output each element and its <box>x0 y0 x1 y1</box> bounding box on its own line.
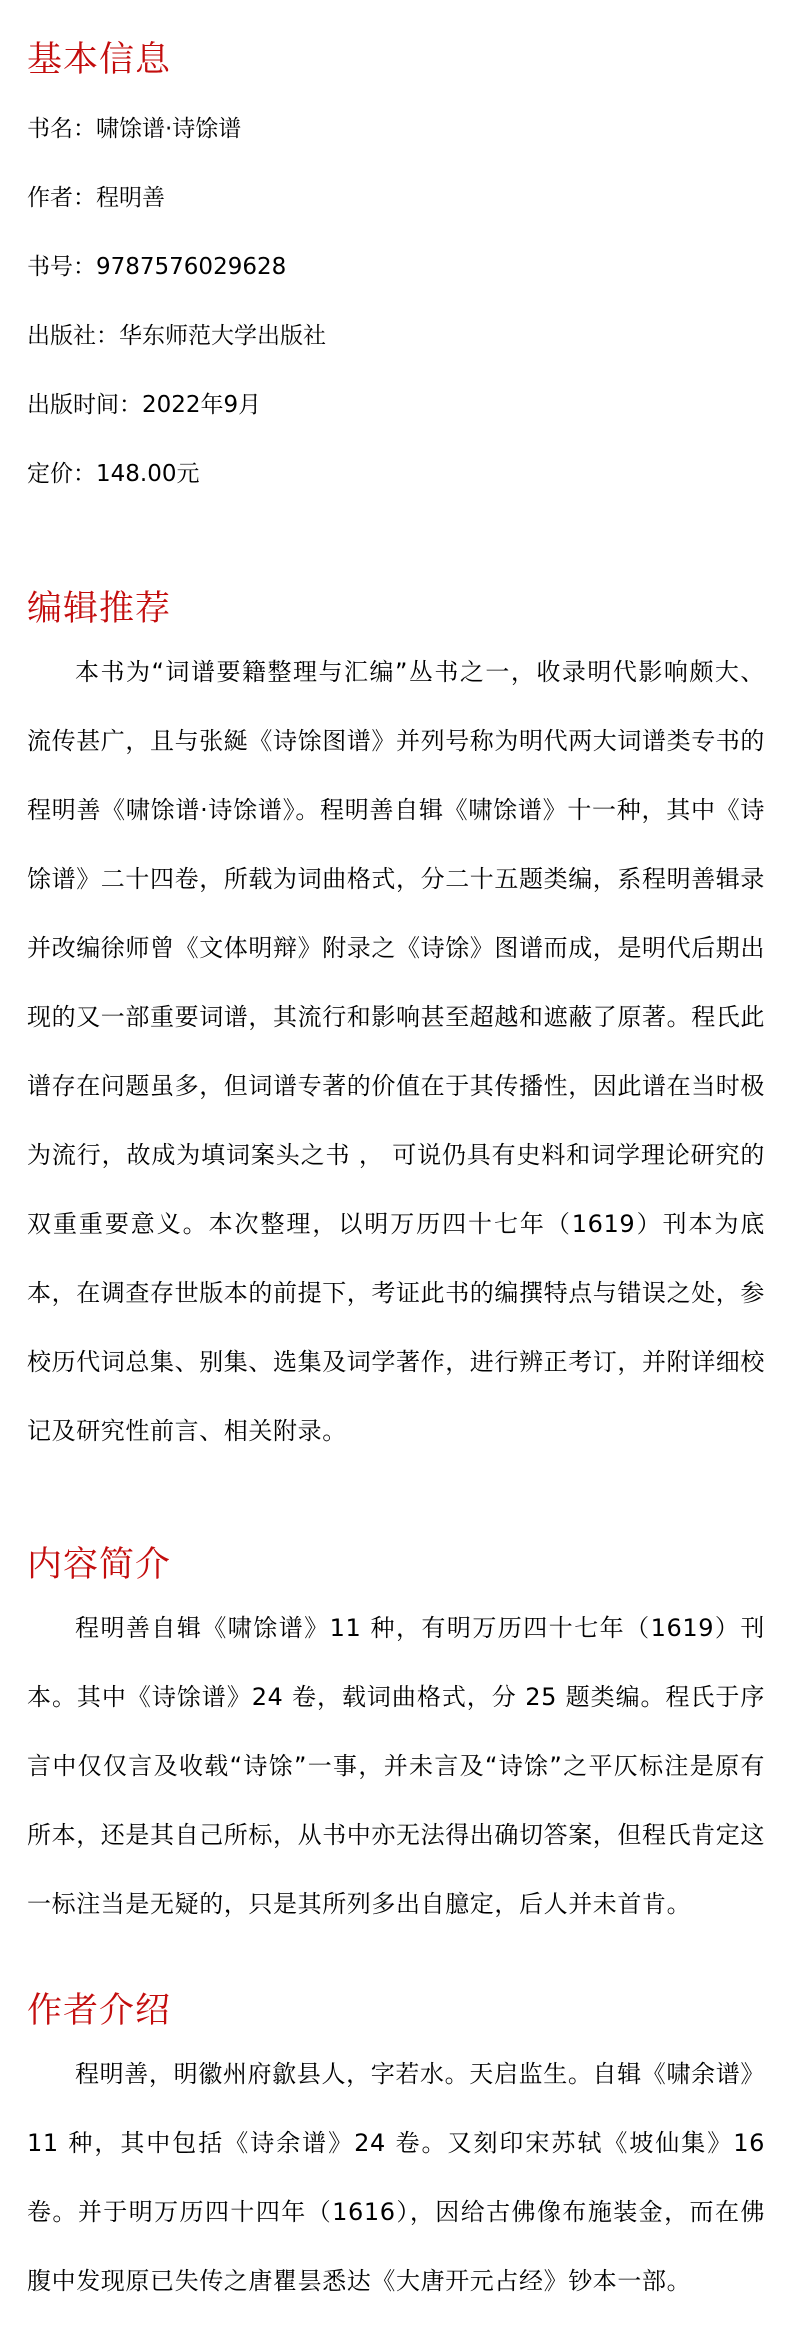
info-author: 作者：程明善 <box>27 185 165 211</box>
content-summary-text: 程明善自辑《啸馀谱》11 种，有明万历四十七年（1619）刊本。其中《诗馀谱》24 卷，载词曲格式，分 25 题类编。程氏于序言中仅仅言及收载“诗馀”一事，并未言及“诗馀”之平仄标注是原有所本，还是其自己所标，从书中亦无法得出确切答案，但程氏肯定这一标注当是无疑的，只是其所列多出自臆定，后人并未首肯。 <box>27 1614 765 1918</box>
info-price: 定价：148.00元 <box>27 461 200 487</box>
section-title-basic-info: 基本信息 <box>27 40 172 80</box>
author-intro-text: 程明善，明徽州府歙县人，字若水。天启监生。自辑《啸余谱》11 种，其中包括《诗余谱》24 卷。又刻印宋苏轼《坡仙集》16 卷。并于明万历四十四年（1616），因给古佛像布施装金，而在佛腹中发现原已失传之唐瞿昙悉达《大唐开元占经》钞本一部。 <box>27 2060 765 2295</box>
info-publisher: 出版社：华东师范大学出版社 <box>27 323 326 349</box>
section-title-editor-recommend: 编辑推荐 <box>27 589 172 629</box>
info-book-name: 书名：啸馀谱·诗馀谱 <box>27 116 242 142</box>
basic-info-list <box>27 114 326 528</box>
section-title-content-summary: 内容简介 <box>27 1545 172 1585</box>
info-publish-date: 出版时间：2022年9月 <box>27 392 262 418</box>
section-title-author-intro: 作者介绍 <box>27 1991 172 2031</box>
info-isbn: 书号：9787576029628 <box>27 254 287 280</box>
editor-recommend-text: 本书为“词谱要籍整理与汇编”丛书之一，收录明代影响颇大、流传甚广，且与张綖《诗馀图谱》并列号称为明代两大词谱类专书的程明善《啸馀谱·诗馀谱》。程明善自辑《啸馀谱》十一种，其中《诗馀谱》二十四卷，所载为词曲格式，分二十五题类编，系程明善辑录并改编徐师曾《文体明辩》附录之《诗馀》图谱而成，是明代后期出现的又一部重要词谱，其流行和影响甚至超越和遮蔽了原著。程氏此谱存在问题虽多，但词谱专著的价值在于其传播性，因此谱在当时极为流行，故成为填词案头之书 ， 可说仍具有史料和词学理论研究的双重重要意义。本次整理，以明万历四十七年（1619）刊本为底本，在调查存世版本的前提下，考证此书的编撰特点与错误之处，参校历代词总集、别集、选集及词学著作，进行辨正考订，并附详细校记及研究性前言、相关附录。 <box>27 658 765 1445</box>
